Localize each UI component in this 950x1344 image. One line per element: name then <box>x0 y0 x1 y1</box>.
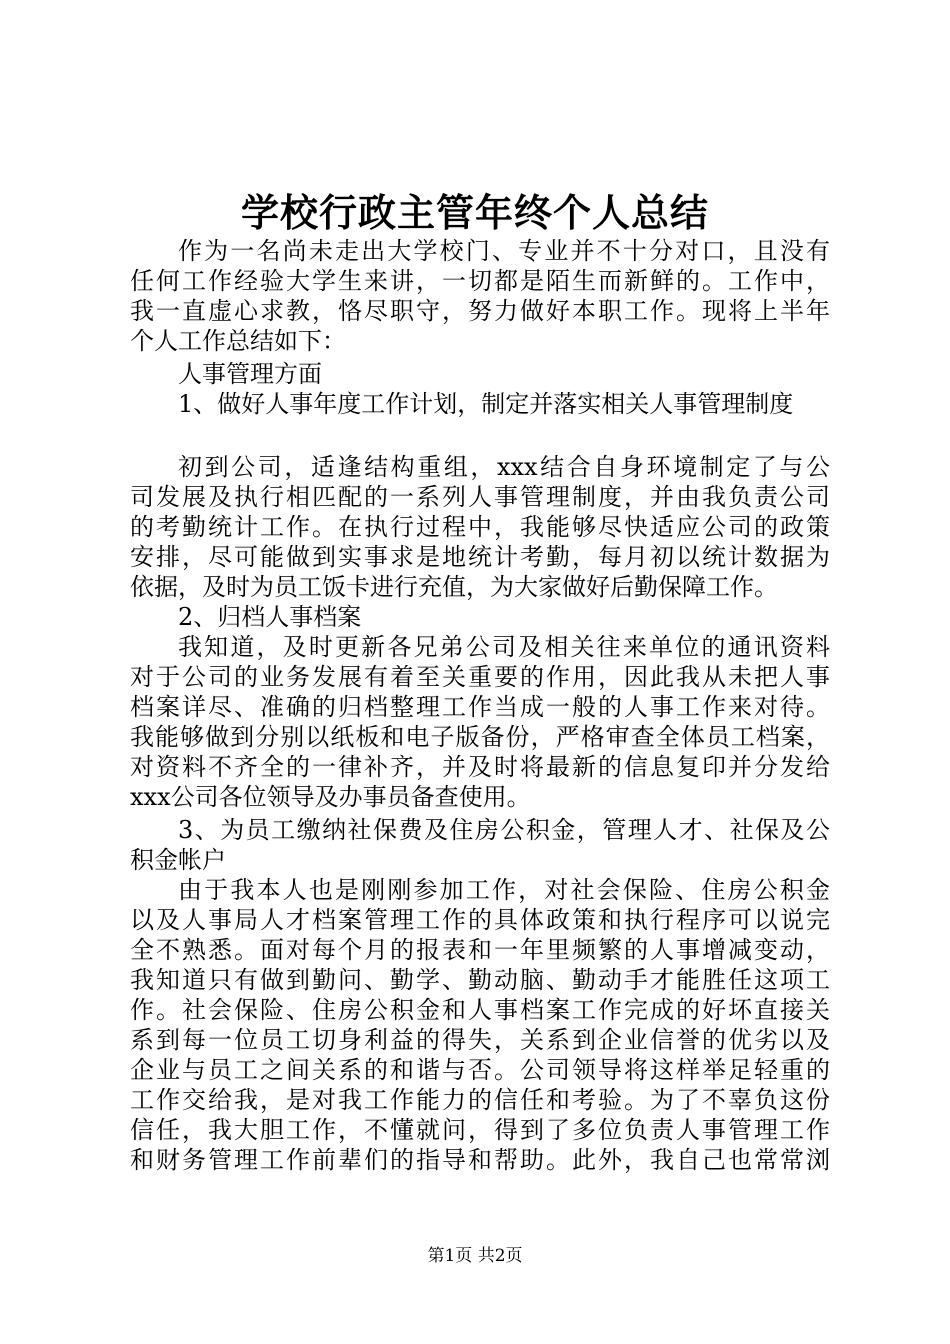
paragraph-line: 依据，及时为员工饭卡进行充值，为大家做好后勤保障工作。 <box>130 573 778 601</box>
paragraph-line: 任何工作经验大学生来讲，一切都是陌生而新鲜的。工作中， <box>130 267 830 295</box>
paragraph-line: 全不熟悉。面对每个月的报表和一年里频繁的人事增减变动， <box>130 936 830 964</box>
section-heading: 人事管理方面 <box>178 360 322 388</box>
paragraph-line: 司发展及执行相匹配的一系列人事管理制度，并由我负责公司 <box>130 483 830 511</box>
paragraph-line: 和财务管理工作前辈们的指导和帮助。此外，我自己也常常浏 <box>130 1146 830 1174</box>
paragraph-line: 档案详尽、准确的归档整理工作当成一般的人事工作来对待。 <box>130 693 830 721</box>
paragraph-line: 我能够做到分别以纸板和电子版备份，严格审查全体员工档案， <box>130 723 830 751</box>
document-title: 学校行政主管年终个人总结 <box>240 190 709 235</box>
paragraph-line: 我知道，及时更新各兄弟公司及相关往来单位的通讯资料 <box>178 633 830 661</box>
subsection-heading: 1、做好人事年度工作计划，制定并落实相关人事管理制度 <box>178 390 794 418</box>
paragraph-line: 由于我本人也是刚刚参加工作，对社会保险、住房公积金 <box>178 876 830 904</box>
paragraph-line: 对于公司的业务发展有着至关重要的作用，因此我从未把人事 <box>130 663 830 691</box>
paragraph-line: 作。社会保险、住房公积金和人事档案工作完成的好坏直接关 <box>130 996 830 1024</box>
paragraph-line: 对资料不齐全的一律补齐，并及时将最新的信息复印并分发给 <box>130 753 830 781</box>
paragraph-line: 作为一名尚未走出大学校门、专业并不十分对口，且没有 <box>178 237 830 265</box>
paragraph-line: 我知道只有做到勤问、勤学、勤动脑、勤动手才能胜任这项工 <box>130 966 830 994</box>
paragraph-line: 个人工作总结如下： <box>130 327 346 355</box>
paragraph-line: 信任，我大胆工作，不懂就问，得到了多位负责人事管理工作 <box>130 1116 830 1144</box>
paragraph-line: 工作交给我，是对我工作能力的信任和考验。为了不辜负这份 <box>130 1086 830 1114</box>
subsection-heading: 2、归档人事档案 <box>178 603 362 631</box>
paragraph-line: 我一直虚心求教，恪尽职守，努力做好本职工作。现将上半年 <box>130 297 830 325</box>
page-number: 第1页 共2页 <box>427 1246 523 1266</box>
paragraph-line: 系到每一位员工切身利益的得失，关系到企业信誉的优劣以及 <box>130 1026 830 1054</box>
paragraph-line: 初到公司，适逢结构重组，xxx结合自身环境制定了与公 <box>178 453 830 481</box>
paragraph-line: 安排，尽可能做到实事求是地统计考勤，每月初以统计数据为 <box>130 543 830 571</box>
paragraph-line: 以及人事局人才档案管理工作的具体政策和执行程序可以说完 <box>130 906 830 934</box>
paragraph-line: 企业与员工之间关系的和谐与否。公司领导将这样举足轻重的 <box>130 1056 830 1084</box>
paragraph-line: xxx公司各位领导及办事员备查使用。 <box>130 783 531 811</box>
subsection-heading: 3、为员工缴纳社保费及住房公积金，管理人才、社保及公 <box>178 816 830 844</box>
paragraph-line: 的考勤统计工作。在执行过程中，我能够尽快适应公司的政策 <box>130 513 830 541</box>
subsection-heading: 积金帐户 <box>130 846 226 874</box>
